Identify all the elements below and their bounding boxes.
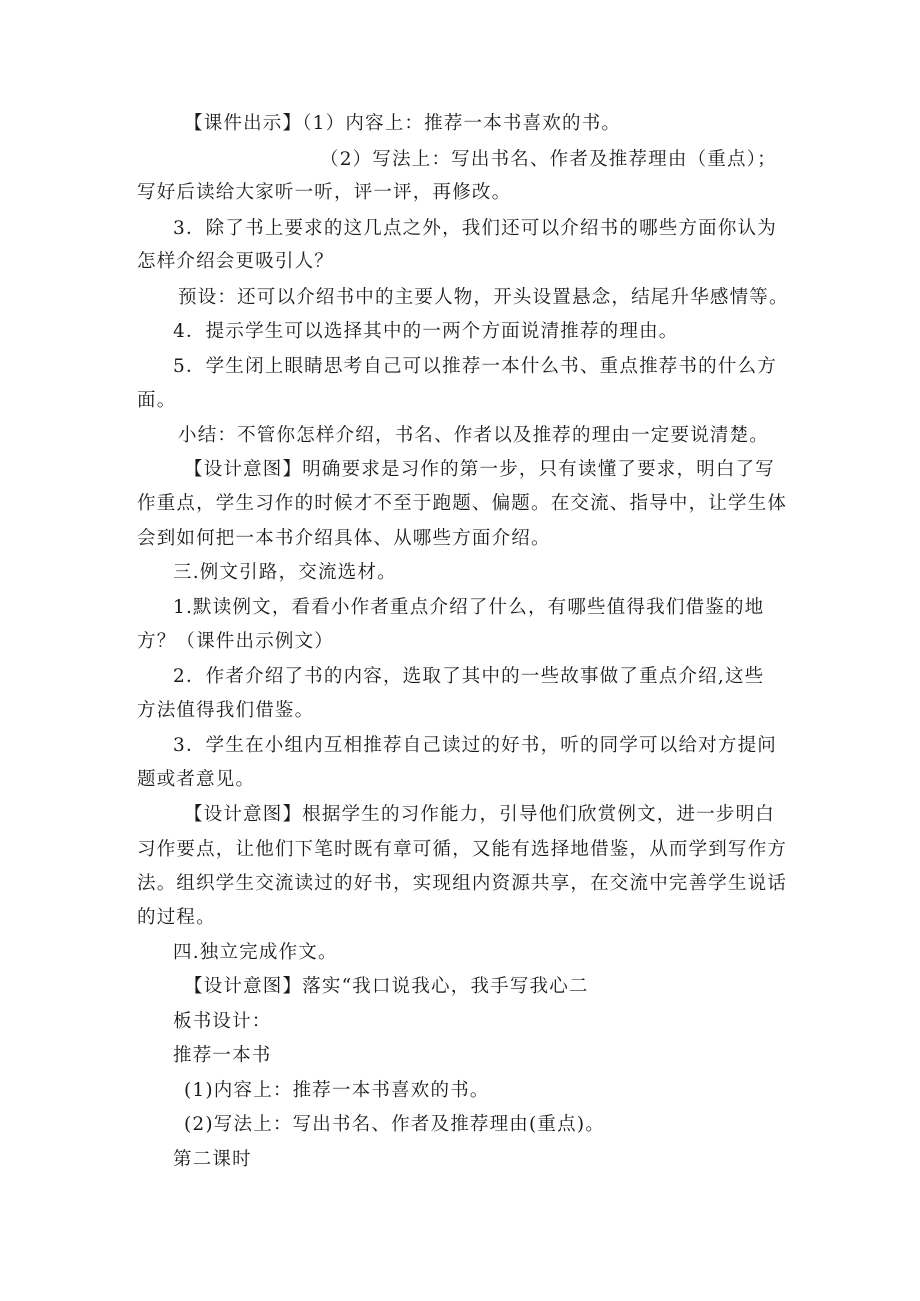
text-line: 【设计意图】根据学生的习作能力，引导他们欣赏例文，进一步明白 (184, 804, 776, 825)
text-line: 写好后读给大家听一听，评一评，再修改。 (137, 182, 512, 203)
text-line: 5．学生闭上眼睛思考自己可以推荐一本什么书、重点推荐书的什么方 (173, 356, 777, 377)
text-line: 3．学生在小组内互相推荐自己读过的好书，听的同学可以给对方提问 (173, 735, 777, 756)
text-line: 4．提示学生可以选择其中的一两个方面说清推荐的理由。 (173, 321, 679, 342)
text-line: 【课件出示】（1）内容上：推荐一本书喜欢的书。 (184, 113, 622, 134)
board-item: (2)写法上：写出书名、作者及推荐理由(重点)。 (184, 1114, 605, 1135)
text-line: 1.默读例文，看看小作者重点介绍了什么，有哪些值得我们借鉴的地 (173, 597, 765, 618)
text-line: 方？（课件出示例文） (137, 631, 335, 652)
section-heading: 三.例文引路，交流选材。 (173, 562, 397, 583)
text-line: 小结：不管你怎样介绍，书名、作者以及推荐的理由一定要说清楚。 (178, 425, 770, 446)
text-line: 【设计意图】明确要求是习作的第一步，只有读懂了要求，明白了写 (184, 459, 776, 480)
board-title: 推荐一本书 (173, 1045, 272, 1066)
text-line: 的过程。 (137, 907, 216, 928)
text-line: 3．除了书上要求的这几点之外，我们还可以介绍书的哪些方面你认为 (173, 218, 777, 239)
text-line: 作重点，学生习作的时候才不至于跑题、偏题。在交流、指导中，让学生体 (137, 493, 788, 514)
text-line: 面。 (137, 390, 177, 411)
text-line: 会到如何把一本书介绍具体、从哪些方面介绍。 (137, 528, 551, 549)
text-line: 2．作者介绍了书的内容，选取了其中的一些故事做了重点介绍,这些 (173, 666, 765, 687)
text-line: （2）写法上：写出书名、作者及推荐理由（重点）； (320, 149, 777, 170)
text-line: 题或者意见。 (137, 769, 256, 790)
board-item: (1)内容上：推荐一本书喜欢的书。 (184, 1080, 490, 1101)
text-line: 方法值得我们借鉴。 (137, 700, 315, 721)
board-design-heading: 板书设计： (173, 1011, 272, 1032)
text-line: 法。组织学生交流读过的好书，实现组内资源共享，在交流中完善学生说话 (137, 873, 788, 894)
section-heading: 四.独立完成作文。 (173, 942, 338, 963)
text-line: 【设计意图】落实“我口说我心，我手写我心二 (184, 976, 589, 997)
text-line: 习作要点，让他们下笔时既有章可循，又能有选择地借鉴，从而学到写作方 (137, 839, 788, 860)
lesson-heading: 第二课时 (173, 1149, 252, 1170)
text-line: 预设：还可以介绍书中的主要人物，开头设置悬念，结尾升华感情等。 (178, 287, 789, 308)
text-line: 怎样介绍会更吸引人？ (137, 251, 335, 272)
